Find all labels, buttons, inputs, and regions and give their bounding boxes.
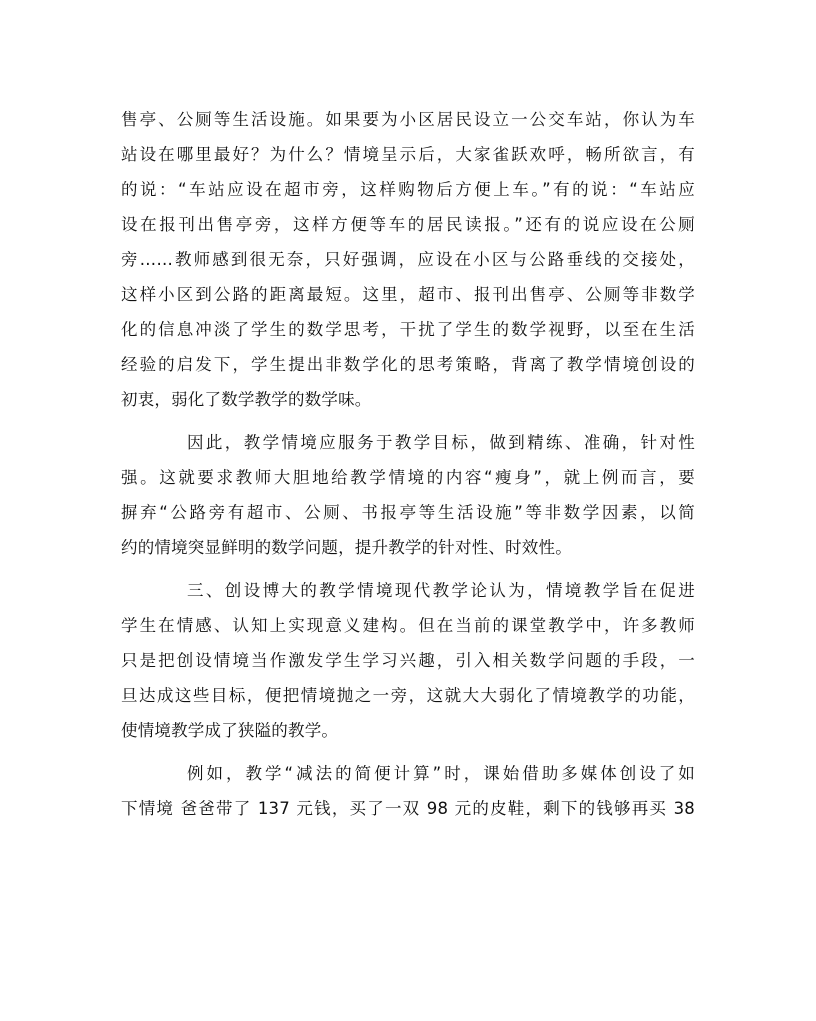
text-line: 使情境教学成了狭隘的教学。 <box>121 721 339 740</box>
text-line: 站设在哪里最好？为什么？情境呈示后，大家雀跃欢呼，畅所欲言，有 <box>121 145 695 164</box>
text-line: 约的情境突显鲜明的数学问题，提升教学的针对性、时效性。 <box>121 538 572 557</box>
text-line: 摒弃“公路旁有超市、公厕、书报亭等生活设施”等非数学因素，以简 <box>121 503 695 522</box>
text-line: 售亭、公厕等生活设施。如果要为小区居民设立一公交车站，你认为车 <box>121 110 695 129</box>
text-line: 例如，教学“减法的简便计算”时，课始借助多媒体创设了如 <box>187 764 695 783</box>
text-line: 强。这就要求教师大胆地给教学情境的内容“瘦身”，就上例而言，要 <box>121 468 695 487</box>
text-line: 因此，教学情境应服务于教学目标，做到精练、准确，针对性 <box>187 433 695 452</box>
text-line: 学生在情感、认知上实现意义建构。但在当前的课堂教学中，许多教师 <box>121 616 695 635</box>
text-line: 经验的启发下，学生提出非数学化的思考策略，背离了教学情境创设的 <box>121 355 695 374</box>
text-line: 设在报刊出售亭旁，这样方便等车的居民读报。”还有的说应设在公厕 <box>121 215 695 234</box>
paragraph-spacing <box>121 565 695 573</box>
text-line: 旦达成这些目标，便把情境抛之一旁，这就大大弱化了情境教学的功能， <box>121 686 695 705</box>
text-line: 的说：“车站应设在超市旁，这样购物后方便上车。”有的说：“车站应 <box>121 180 695 199</box>
text-line: 下情境 爸爸带了 137 元钱，买了一双 98 元的皮鞋，剩下的钱够再买 38 <box>121 799 695 818</box>
paragraph-spacing <box>121 417 695 425</box>
text-line: 初衷，弱化了数学教学的数学味。 <box>121 390 372 409</box>
text-line: 只是把创设情境当作激发学生学习兴趣，引入相关数学问题的手段，一 <box>121 651 695 670</box>
text-line: 旁……教师感到很无奈，只好强调，应设在小区与公路垂线的交接处， <box>121 250 695 269</box>
text-line: 化的信息冲淡了学生的数学思考，干扰了学生的数学视野，以至在生活 <box>121 320 695 339</box>
text-line: 三、创设博大的教学情境现代教学论认为，情境教学旨在促进 <box>187 581 695 600</box>
text-line: 这样小区到公路的距离最短。这里，超市、报刊出售亭、公厕等非数学 <box>121 285 695 304</box>
body-text <box>121 102 695 826</box>
paragraph-spacing <box>121 748 695 756</box>
